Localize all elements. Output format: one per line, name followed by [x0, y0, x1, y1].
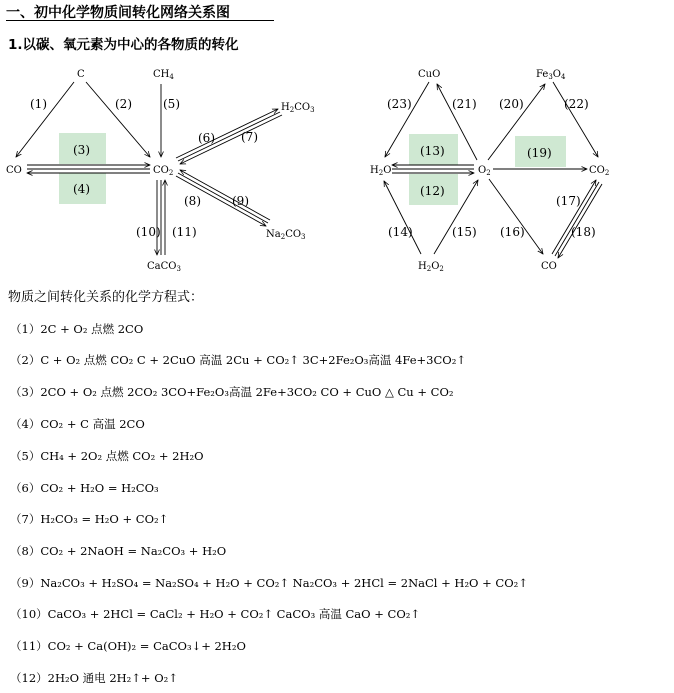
equation-number: （9） [10, 576, 41, 590]
label-22: (22) [564, 97, 589, 111]
label-15: (15) [452, 225, 477, 239]
label-17: (17) [556, 194, 581, 208]
equation-text: C + O₂ 点燃 CO₂ C + 2CuO 高温 2Cu + CO₂↑ 3C+2Fe₂O₃高温 4Fe+3CO₂↑ [40, 353, 466, 367]
label-10: (10) [136, 225, 161, 239]
node-h2o: $H_2O$ [370, 165, 392, 177]
equations-intro: 物质之间转化关系的化学方程式： [8, 290, 204, 305]
equation-number: （5） [10, 449, 41, 463]
label-12: (12) [420, 184, 445, 198]
equation-row [10, 575, 528, 591]
carbon-network [6, 69, 315, 273]
equation-text: CO₂ + C 高温 2CO [40, 417, 145, 431]
label-9: (9) [232, 194, 249, 208]
label-23: (23) [387, 97, 412, 111]
equation-text: CO₂ + 2NaOH = Na₂CO₃ + H₂O [40, 544, 227, 558]
equation-text: Na₂CO₃ + H₂SO₄ = Na₂SO₄ + H₂O + CO₂↑ Na₂CO₃ + 2HCl = 2NaCl + H₂O + CO₂↑ [40, 576, 528, 590]
equation-number: （6） [10, 481, 41, 495]
node-cuo: CuO [418, 69, 441, 80]
equation-text: CaCO₃ + 2HCl = CaCl₂ + H₂O + CO₂↑ CaCO₃ 高温 CaO + CO₂↑ [47, 607, 420, 621]
node-co: CO [6, 165, 22, 176]
equation-text: CO₂ + Ca(OH)₂ = CaCO₃↓+ 2H₂O [47, 639, 246, 653]
node-caco3: CaCO$_3$ [147, 261, 181, 273]
equation-number: （1） [10, 322, 41, 336]
label-14: (14) [388, 225, 413, 239]
equation-row [10, 511, 168, 527]
arrow-o2-to-co [489, 179, 543, 254]
label-18: (18) [571, 225, 596, 239]
node-co2: $CO_2$ [153, 165, 174, 177]
label-5: (5) [163, 97, 180, 111]
node-fe3o4: $Fe_3O_4$ [536, 69, 566, 81]
equation-number: （8） [10, 544, 41, 558]
arrow-h2co3-to-co2 [180, 115, 282, 164]
section-subtitle: 1.以碳、氧元素为中心的各物质的转化 [8, 37, 239, 53]
page-title: 一、初中化学物质间转化网络关系图 [6, 5, 230, 21]
equation-text: H₂CO₃ = H₂O + CO₂↑ [40, 512, 169, 526]
equation-text: CH₄ + 2O₂ 点燃 CO₂ + 2H₂O [40, 449, 204, 463]
arrow-co2-to-h2co3 [176, 109, 278, 158]
arrow-h2co3-to-co2b [178, 112, 280, 161]
equation-number: （3） [10, 385, 41, 399]
label-4: (4) [73, 182, 90, 196]
node-ch4: $CH_4$ [153, 69, 174, 81]
equation-row [10, 638, 246, 654]
equation-text: CO₂ + H₂O = H₂CO₃ [40, 481, 159, 495]
equation-row [10, 543, 226, 559]
node-co-right: CO [541, 261, 557, 272]
label-7: (7) [241, 130, 258, 144]
equation-number: （10） [10, 607, 48, 621]
label-20: (20) [499, 97, 524, 111]
equation-text: 2C + O₂ 点燃 2CO [40, 322, 144, 336]
label-2: (2) [115, 97, 132, 111]
node-o2: $O_2$ [478, 165, 491, 177]
equation-number: （12） [10, 671, 48, 685]
equation-number: （7） [10, 512, 41, 526]
label-3: (3) [73, 143, 90, 157]
label-1: (1) [30, 97, 47, 111]
equation-row [10, 606, 420, 622]
equation-number: （11） [10, 639, 48, 653]
equation-row [10, 321, 143, 337]
label-8: (8) [184, 194, 201, 208]
equation-row [10, 384, 454, 400]
node-na2co3: $Na_2CO_3$ [266, 229, 306, 241]
label-21: (21) [452, 97, 477, 111]
equation-row [10, 480, 159, 496]
node-h2o2: $H_2O_2$ [418, 261, 444, 273]
label-6: (6) [198, 131, 215, 145]
oxygen-network [370, 69, 609, 273]
node-co2-right: $CO_2$ [589, 165, 610, 177]
node-h2co3: $H_2CO_3$ [281, 102, 315, 114]
equation-row [10, 670, 178, 686]
label-16: (16) [500, 225, 525, 239]
label-19: (19) [527, 146, 552, 160]
label-13: (13) [420, 144, 445, 158]
equation-number: （2） [10, 353, 41, 367]
node-c: C [77, 69, 85, 80]
equation-row [10, 448, 204, 464]
equation-text: 2CO + O₂ 点燃 2CO₂ 3CO+Fe₂O₃高温 2Fe+3CO₂ CO + CuO △ Cu + CO₂ [40, 385, 454, 399]
equation-row [10, 416, 145, 432]
conversion-diagram [0, 0, 674, 285]
label-11: (11) [172, 225, 197, 239]
arrow-co-to-co2 [552, 180, 596, 254]
equation-text: 2H₂O 通电 2H₂↑+ O₂↑ [47, 671, 178, 685]
equation-row [10, 352, 466, 368]
equation-number: （4） [10, 417, 41, 431]
